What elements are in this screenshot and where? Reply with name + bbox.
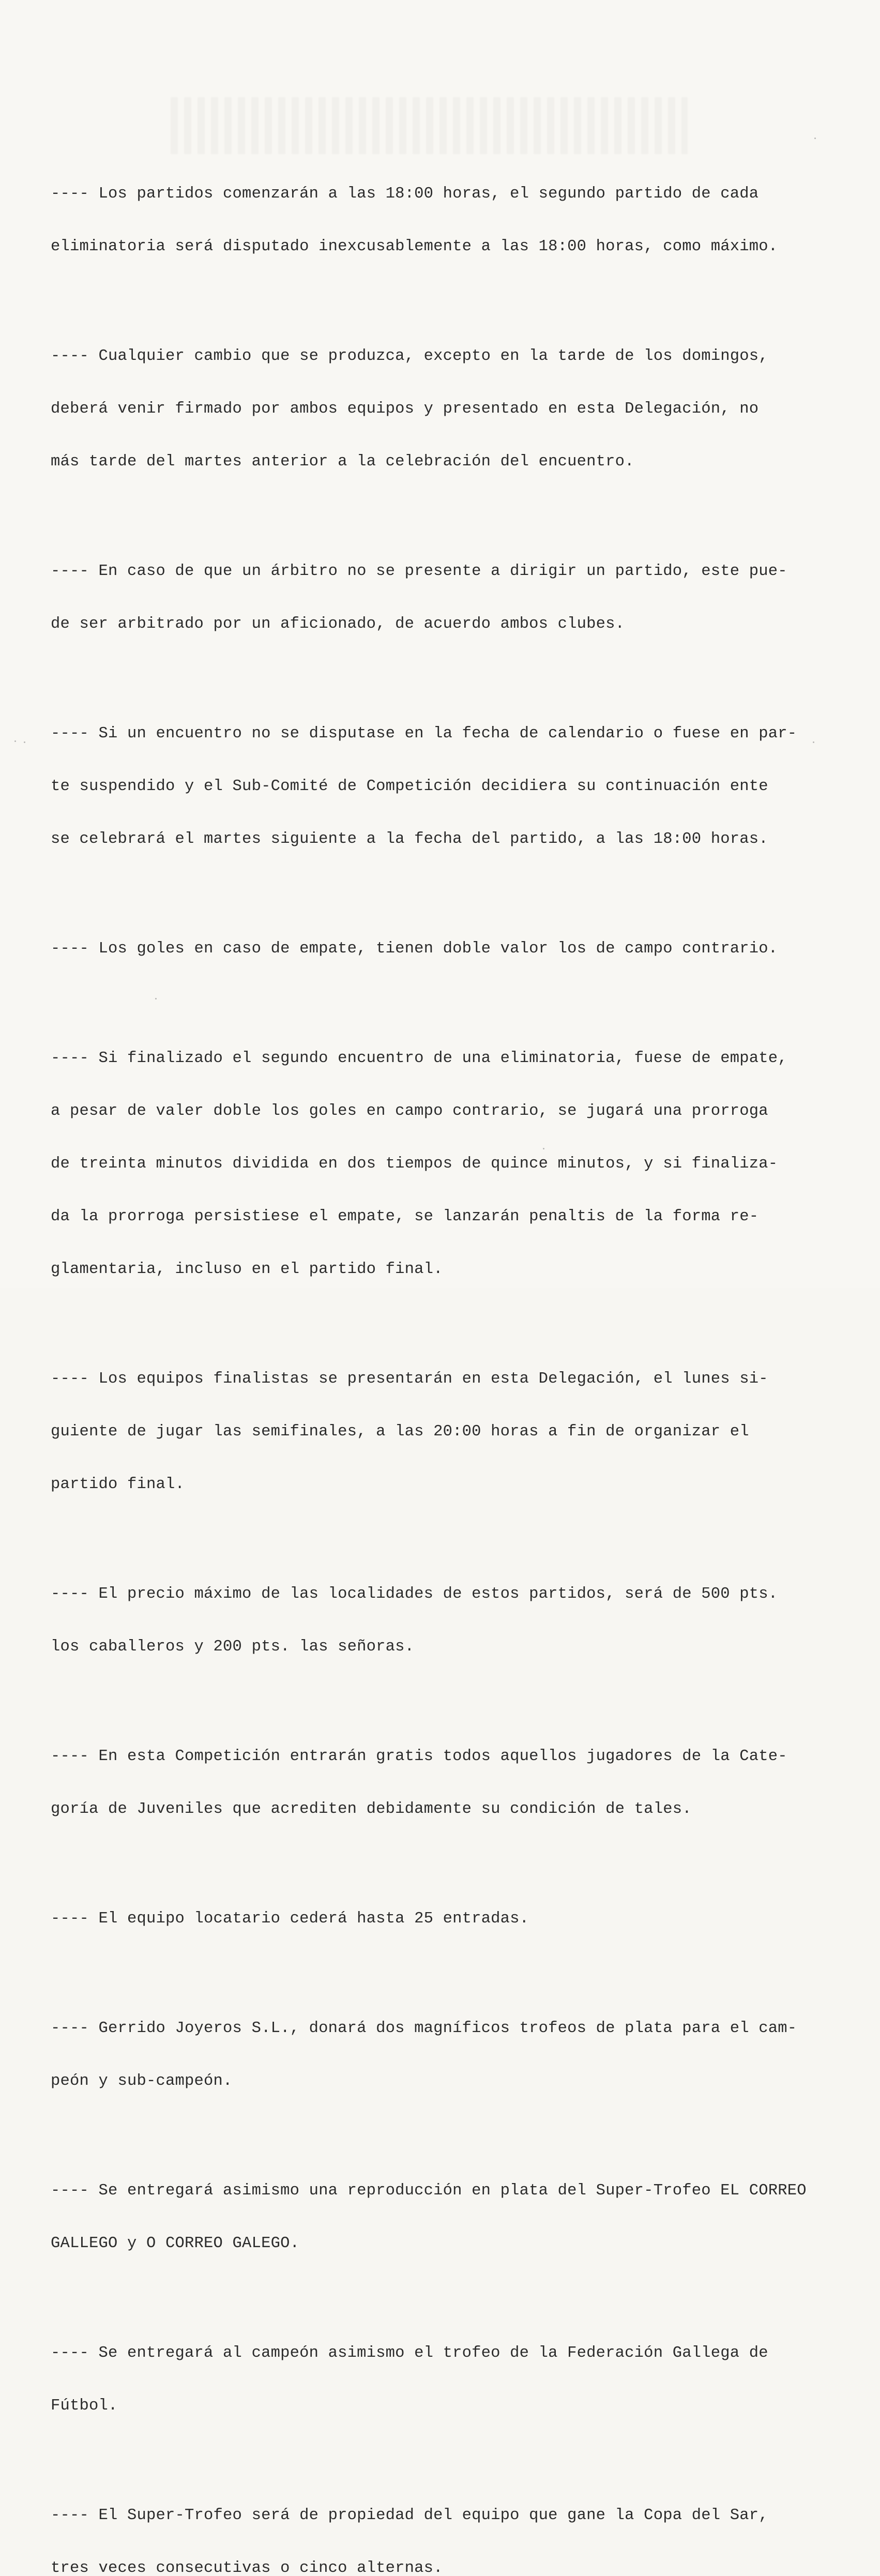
paragraph-trophy-replica: [51, 2147, 857, 2287]
paragraph-youth-entry: [51, 1713, 857, 1853]
paragraph-line: de ser arbitrado por un aficionado, de acuerdo ambos clubes.: [51, 615, 625, 633]
paper-speck: [14, 740, 16, 742]
paragraph-line: ---- Los partidos comenzarán a las 18:00 horas, el segundo partido de cada: [51, 185, 759, 203]
paragraph-postponed-match: [51, 690, 857, 883]
paragraph-line: los caballeros y 200 pts. las señoras.: [51, 1638, 415, 1656]
paragraph-line: guiente de jugar las semifinales, a las 20:00 horas a fin de organizar el: [51, 1423, 749, 1441]
paper-speck: [24, 741, 25, 743]
paragraph-line: se celebrará el martes siguiente a la fecha del partido, a las 18:00 horas.: [51, 830, 768, 848]
paragraph-line: ---- Los equipos finalistas se presentarán en esta Delegación, el lunes si-: [51, 1370, 768, 1388]
paragraph-line: glamentaria, incluso en el partido final.: [51, 1261, 443, 1278]
paragraph-line: ---- Gerrido Joyeros S.L., donará dos magníficos trofeos de plata para el cam-: [51, 2020, 797, 2037]
paragraph-federation-trophy: [51, 2309, 857, 2450]
paragraph-line: Fútbol.: [51, 2397, 118, 2415]
paragraph-line: ---- El precio máximo de las localidades de estos partidos, será de 500 pts.: [51, 1585, 778, 1603]
paragraph-finalists: [51, 1335, 857, 1528]
paragraph-line: tres veces consecutivas o cinco alternas.: [51, 2559, 443, 2576]
paragraph-line: da la prorroga persistiese el empate, se lanzarán penaltis de la forma re-: [51, 1208, 759, 1225]
paragraph-ticket-prices: [51, 1550, 857, 1691]
paragraph-line: ---- En caso de que un árbitro no se presente a dirigir un partido, este pue-: [51, 563, 787, 580]
paper-speck: [155, 998, 157, 999]
paragraph-line: eliminatoria será disputado inexcusablemente a las 18:00 horas, como máximo.: [51, 238, 778, 255]
paragraph-home-tickets: [51, 1875, 857, 1963]
bleed-through-text: [171, 97, 688, 154]
paragraph-line: ---- Cualquier cambio que se produzca, excepto en la tarde de los domingos,: [51, 347, 768, 365]
paragraph-line: más tarde del martes anterior a la celebración del encuentro.: [51, 453, 634, 471]
paragraph-line: goría de Juveniles que acrediten debidamente su condición de tales.: [51, 1800, 692, 1818]
paragraph-referee-absence: [51, 527, 857, 668]
paragraph-line: partido final.: [51, 1476, 185, 1493]
document-body: [51, 150, 857, 2576]
paragraph-line: ---- El Super-Trofeo será de propiedad del equipo que gane la Copa del Sar,: [51, 2507, 768, 2524]
paragraph-away-goals: [51, 905, 857, 993]
paper-speck: [543, 1148, 544, 1149]
paper-speck: [813, 741, 814, 743]
paragraph-line: ---- Si finalizado el segundo encuentro de una eliminatoria, fuese de empate,: [51, 1050, 787, 1067]
paragraph-line: a pesar de valer doble los goles en campo contrario, se jugará una prorroga: [51, 1102, 768, 1120]
paper-speck: [814, 138, 816, 139]
paragraph-line: ---- Se entregará asimismo una reproducción en plata del Super-Trofeo EL CORREO: [51, 2182, 807, 2200]
paragraph-extra-time: [51, 1014, 857, 1313]
paragraph-schedule-changes: [51, 312, 857, 506]
paragraph-line: de treinta minutos dividida en dos tiempos de quince minutos, y si finaliza-: [51, 1155, 778, 1173]
paragraph-line: ---- Los goles en caso de empate, tienen doble valor los de campo contrario.: [51, 940, 778, 958]
paragraph-line: ---- Si un encuentro no se disputase en la fecha de calendario o fuese en par-: [51, 725, 797, 743]
paragraph-match-times: [51, 150, 857, 291]
paragraph-line: peón y sub-campeón.: [51, 2072, 233, 2090]
paragraph-super-trophy: [51, 2472, 857, 2576]
paragraph-line: ---- El equipo locatario cederá hasta 25 entradas.: [51, 1910, 529, 1928]
paragraph-line: ---- Se entregará al campeón asimismo el trofeo de la Federación Gallega de: [51, 2344, 768, 2362]
paragraph-trophy-donation: [51, 1984, 857, 2125]
paragraph-line: te suspendido y el Sub-Comité de Competición decidiera su continuación ente: [51, 778, 768, 795]
paragraph-line: deberá venir firmado por ambos equipos y presentado en esta Delegación, no: [51, 400, 759, 418]
paragraph-line: GALLEGO y O CORREO GALEGO.: [51, 2235, 300, 2252]
paragraph-line: ---- En esta Competición entrarán gratis todos aquellos jugadores de la Cate-: [51, 1748, 787, 1765]
